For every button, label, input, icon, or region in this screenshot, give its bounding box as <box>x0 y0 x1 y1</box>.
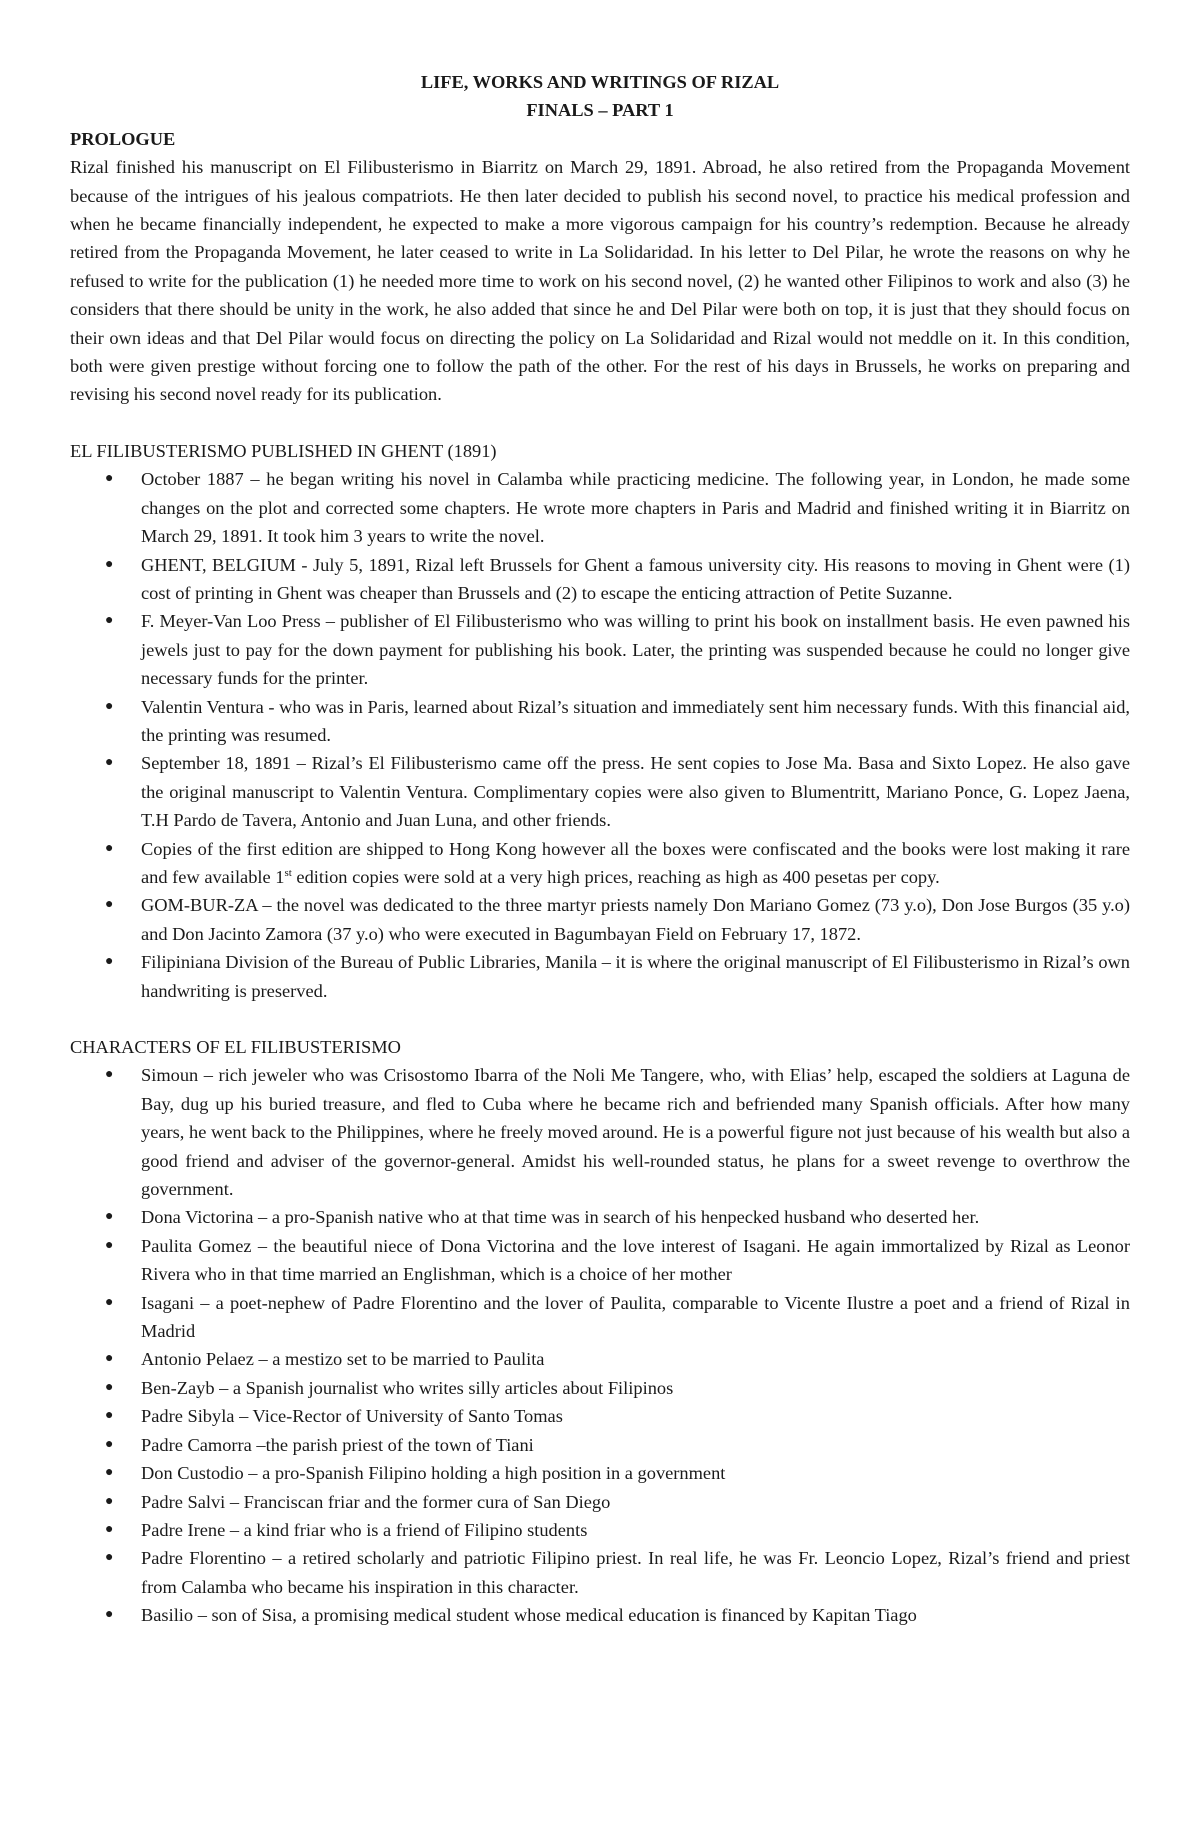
list-item: ● Simoun – rich jeweler who was Crisostomo Ibarra of the Noli Me Tangere, who, with Elias’ help, escaped the soldiers at Laguna de Bay, dug up his buried treasure, and fled to Cuba where he became rich and befriended many Spanish officials. After how many years, he went back to the Philippines, where he freely moved around. He is a powerful figure not just because of his wealth but also a good friend and adviser of the governor-general. Amidst his well-rounded status, he plans for a sweet revenge to overthrow the government. <box>141 1061 1130 1203</box>
bullet-icon: ● <box>105 1436 114 1452</box>
bullet-icon: ● <box>105 471 114 487</box>
list-item: ● F. Meyer-Van Loo Press – publisher of El Filibusterismo who was willing to print his book on installment basis. He even pawned his jewels just to pay for the down payment for publishing his book. Later, the printing was suspended because he could no longer give necessary funds for the printer. <box>141 607 1130 692</box>
bullet-icon: ● <box>105 897 114 913</box>
list-item: ● Padre Camorra –the parish priest of the town of Tiani <box>141 1431 1130 1459</box>
prologue-paragraph: Rizal finished his manuscript on El Filibusterismo in Biarritz on March 29, 1891. Abroad, he also retired from the Propaganda Movement because of the intrigues of his jealous compatriots. He then later decided to publish his second novel, to practice his medical profession and when he became financially independent, he expected to make a more vigorous campaign for his country’s redemption. Because he already retired from the Propaganda Movement, he later ceased to write in La Solidaridad. In his letter to Del Pilar, he wrote the reasons on why he refused to write for the publication (1) he needed more time to work on his second novel, (2) he wanted other Filipinos to work and also (3) he considers that there should be unity in the work, he also added that since he and Del Pilar were both on top, it is just that they should focus on their own ideas and that Del Pilar would focus on directing the policy on La Solidaridad and Rizal would not meddle on it. In this condition, both were given prestige without forcing one to follow the path of the other. For the rest of his days in Brussels, he works on preparing and revising his second novel ready for its publication. <box>70 157 1130 405</box>
list-item: ● Don Custodio – a pro-Spanish Filipino holding a high position in a government <box>141 1459 1130 1487</box>
document-subtitle: FINALS – PART 1 <box>526 100 674 121</box>
bullet-icon: ● <box>105 1294 114 1310</box>
characters-heading: CHARACTERS OF EL FILIBUSTERISMO <box>70 1037 401 1057</box>
list-item: ● Padre Sibyla – Vice-Rector of University of Santo Tomas <box>141 1402 1130 1430</box>
bullet-icon: ● <box>105 1550 114 1566</box>
bullet-icon: ● <box>105 1408 114 1424</box>
characters-list <box>70 1061 1130 1629</box>
bullet-icon: ● <box>105 1209 114 1225</box>
list-item: ● Filipiniana Division of the Bureau of Public Libraries, Manila – it is where the original manuscript of El Filibusterismo in Rizal’s own handwriting is preserved. <box>141 948 1130 1005</box>
bullet-icon: ● <box>105 1379 114 1395</box>
bullet-icon: ● <box>105 840 114 856</box>
list-item: ● Basilio – son of Sisa, a promising medical student whose medical education is financed by Kapitan Tiago <box>141 1601 1130 1629</box>
bullet-icon: ● <box>105 613 114 629</box>
list-item: ● Padre Florentino – a retired scholarly and patriotic Filipino priest. In real life, he was Fr. Leoncio Lopez, Rizal’s friend and priest from Calamba who became his inspiration in this character. <box>141 1544 1130 1601</box>
published-heading: EL FILIBUSTERISMO PUBLISHED IN GHENT (1891) <box>70 440 497 461</box>
list-item: ● GOM-BUR-ZA – the novel was dedicated to the three martyr priests namely Don Mariano Gomez (73 y.o), Don Jose Burgos (35 y.o) and Don Jacinto Zamora (37 y.o) who were executed in Bagumbayan Field on February 17, 1872. <box>141 891 1130 948</box>
bullet-icon: ● <box>105 1493 114 1509</box>
list-item: ● GHENT, BELGIUM - July 5, 1891, Rizal left Brussels for Ghent a famous university city. His reasons to moving in Ghent were (1) cost of printing in Ghent was cheaper than Brussels and (2) to escape the enticing attraction of Petite Suzanne. <box>141 551 1130 608</box>
list-item: ● Dona Victorina – a pro-Spanish native who at that time was in search of his henpecked husband who deserted her. <box>141 1203 1130 1231</box>
bullet-icon: ● <box>105 1465 114 1481</box>
list-item: ● Isagani – a poet-nephew of Padre Florentino and the lover of Paulita, comparable to Vicente Ilustre a poet and a friend of Rizal in Madrid <box>141 1289 1130 1346</box>
bullet-icon: ● <box>105 954 114 970</box>
bullet-icon: ● <box>105 1351 114 1367</box>
bullet-icon: ● <box>105 556 114 572</box>
list-item: ● Valentin Ventura - who was in Paris, learned about Rizal’s situation and immediately sent him necessary funds. With this financial aid, the printing was resumed. <box>141 693 1130 750</box>
prologue-heading: PROLOGUE <box>70 128 176 149</box>
published-list <box>70 465 1130 1005</box>
bullet-icon: ● <box>105 1521 114 1537</box>
list-item: ● October 1887 – he began writing his novel in Calamba while practicing medicine. The following year, in London, he made some changes on the plot and corrected some chapters. He wrote more chapters in Paris and Madrid and finished writing it in Biarritz on March 29, 1891. It took him 3 years to write the novel. <box>141 465 1130 550</box>
bullet-icon: ● <box>105 1067 114 1083</box>
bullet-icon: ● <box>105 1607 114 1623</box>
list-item: ● Padre Irene – a kind friar who is a friend of Filipino students <box>141 1516 1130 1544</box>
bullet-icon: ● <box>105 755 114 771</box>
list-item: ● Copies of the first edition are shipped to Hong Kong however all the boxes were confiscated and the books were lost making it rare and few available 1st edition copies were sold at a very high prices, reaching as high as 400 pesetas per copy. <box>141 835 1130 892</box>
list-item: ● Paulita Gomez – the beautiful niece of Dona Victorina and the love interest of Isagani. He again immortalized by Rizal as Leonor Rivera who in that time married an Englishman, which is a choice of her mother <box>141 1232 1130 1289</box>
list-item: ● Antonio Pelaez – a mestizo set to be married to Paulita <box>141 1345 1130 1373</box>
bullet-icon: ● <box>105 1237 114 1253</box>
document-title: LIFE, WORKS AND WRITINGS OF RIZAL <box>420 72 780 92</box>
list-item: ● Ben-Zayb – a Spanish journalist who writes silly articles about Filipinos <box>141 1374 1130 1402</box>
bullet-icon: ● <box>105 698 114 714</box>
list-item: ● September 18, 1891 – Rizal’s El Filibusterismo came off the press. He sent copies to Jose Ma. Basa and Sixto Lopez. He also gave the original manuscript to Valentin Ventura. Complimentary copies were also given to Blumentritt, Mariano Ponce, G. Lopez Jaena, T.H Pardo de Tavera, Antonio and Juan Luna, and other friends. <box>141 749 1130 834</box>
list-item: ● Padre Salvi – Franciscan friar and the former cura of San Diego <box>141 1488 1130 1516</box>
